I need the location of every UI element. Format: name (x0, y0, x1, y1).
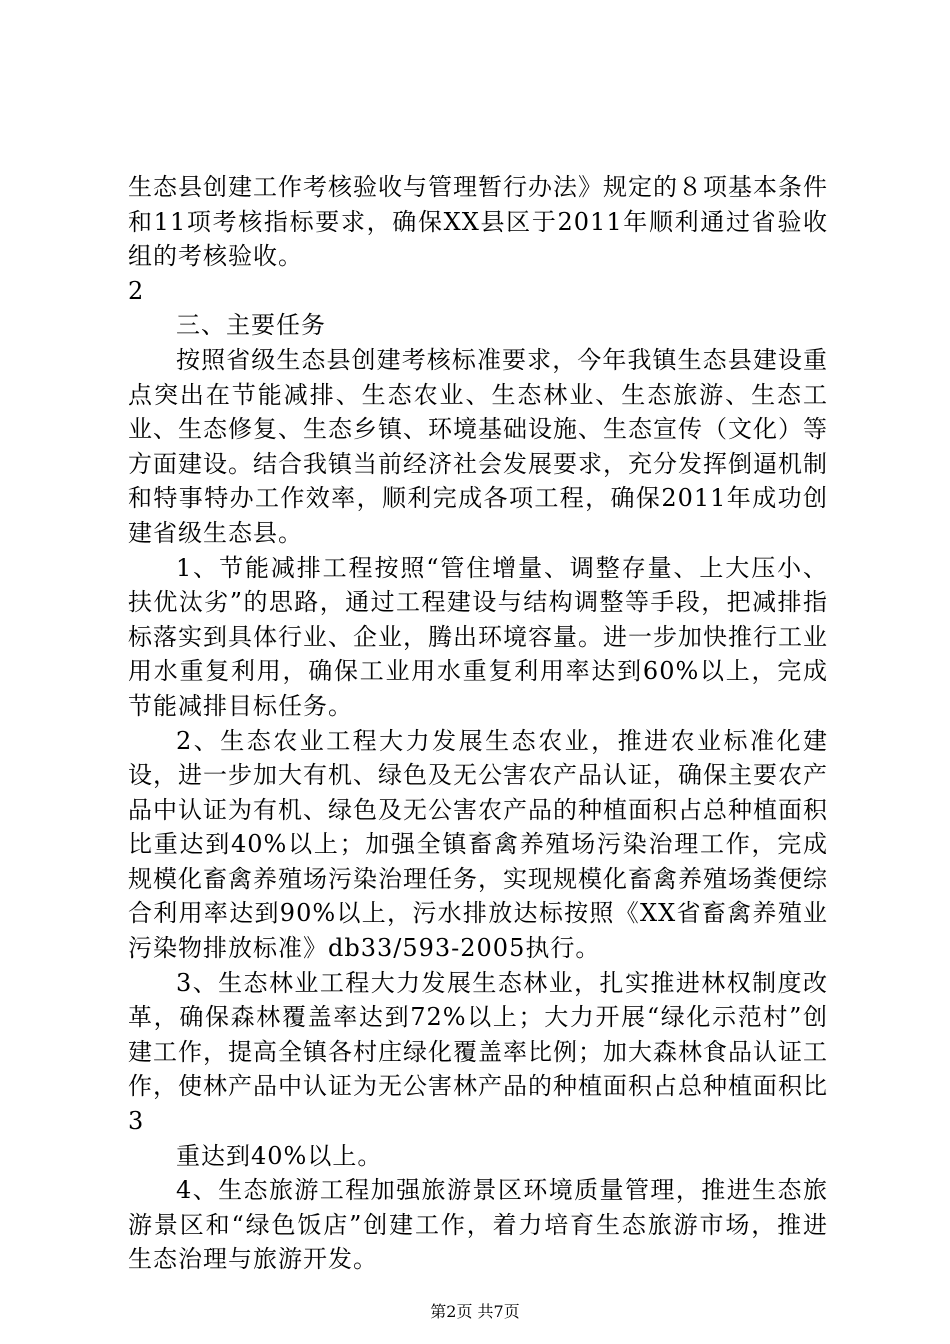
paragraph-item-2: 2、生态农业工程大力发展生态农业，推进农业标准化建设，进一步加大有机、绿色及无公害农产品认证，确保主要农产品中认证为有机、绿色及无公害农产品的种植面积占总种植面积比重达到40%以上；加强全镇畜禽养殖场污染治理工作，完成规模化畜禽养殖场污染治理任务，实现规模化畜禽养殖场粪便综合利用率达到90%以上，污水排放达标按照《XX省畜禽养殖业污染物排放标准》db33/593-2005执行。 (128, 726, 828, 963)
page-footer (0, 1302, 950, 1322)
paragraph-continuation: 生态县创建工作考核验收与管理暂行办法》规定的８项基本条件和11项考核指标要求，确保XX县区于2011年顺利通过省验收组的考核验收。 (128, 173, 828, 271)
inline-page-number: 3 (128, 1107, 145, 1136)
paragraph-intro: 按照省级生态县创建考核标准要求，今年我镇生态县建设重点突出在节能减排、生态农业、生态林业、生态旅游、生态工业、生态修复、生态乡镇、环境基础设施、生态宣传（文化）等方面建设。结合我镇当前经济社会发展要求，充分发挥倒逼机制和特事特办工作效率，顺利完成各项工程，确保2011年成功创建省级生态县。 (128, 345, 828, 547)
section-heading: 三、主要任务 (176, 311, 326, 340)
paragraph-item-3: 3、生态林业工程大力发展生态林业，扎实推进林权制度改革，确保森林覆盖率达到72%以上；大力开展“绿化示范村”创建工作，提高全镇各村庄绿化覆盖率比例；加大森林食品认证工作，使林产品中认证为无公害林产品的种植面积占总种植面积比 (128, 968, 828, 1101)
inline-page-number: 2 (128, 276, 145, 305)
paragraph-continuation: 重达到40%以上。 (176, 1141, 383, 1170)
page-indicator: 第2页 共7页 (430, 1302, 520, 1321)
document-body (128, 170, 828, 1277)
paragraph-item-1: 1、节能减排工程按照“管住增量、调整存量、上大压小、扶优汰劣”的思路，通过工程建设与结构调整等手段，把减排指标落实到具体行业、企业，腾出环境容量。进一步加快推行工业用水重复利用，确保工业用水重复利用率达到60%以上，完成节能减排目标任务。 (128, 553, 828, 720)
paragraph-item-4: 4、生态旅游工程加强旅游景区环境质量管理，推进生态旅游景区和“绿色饭店”创建工作，着力培育生态旅游市场，推进生态治理与旅游开发。 (128, 1176, 828, 1274)
